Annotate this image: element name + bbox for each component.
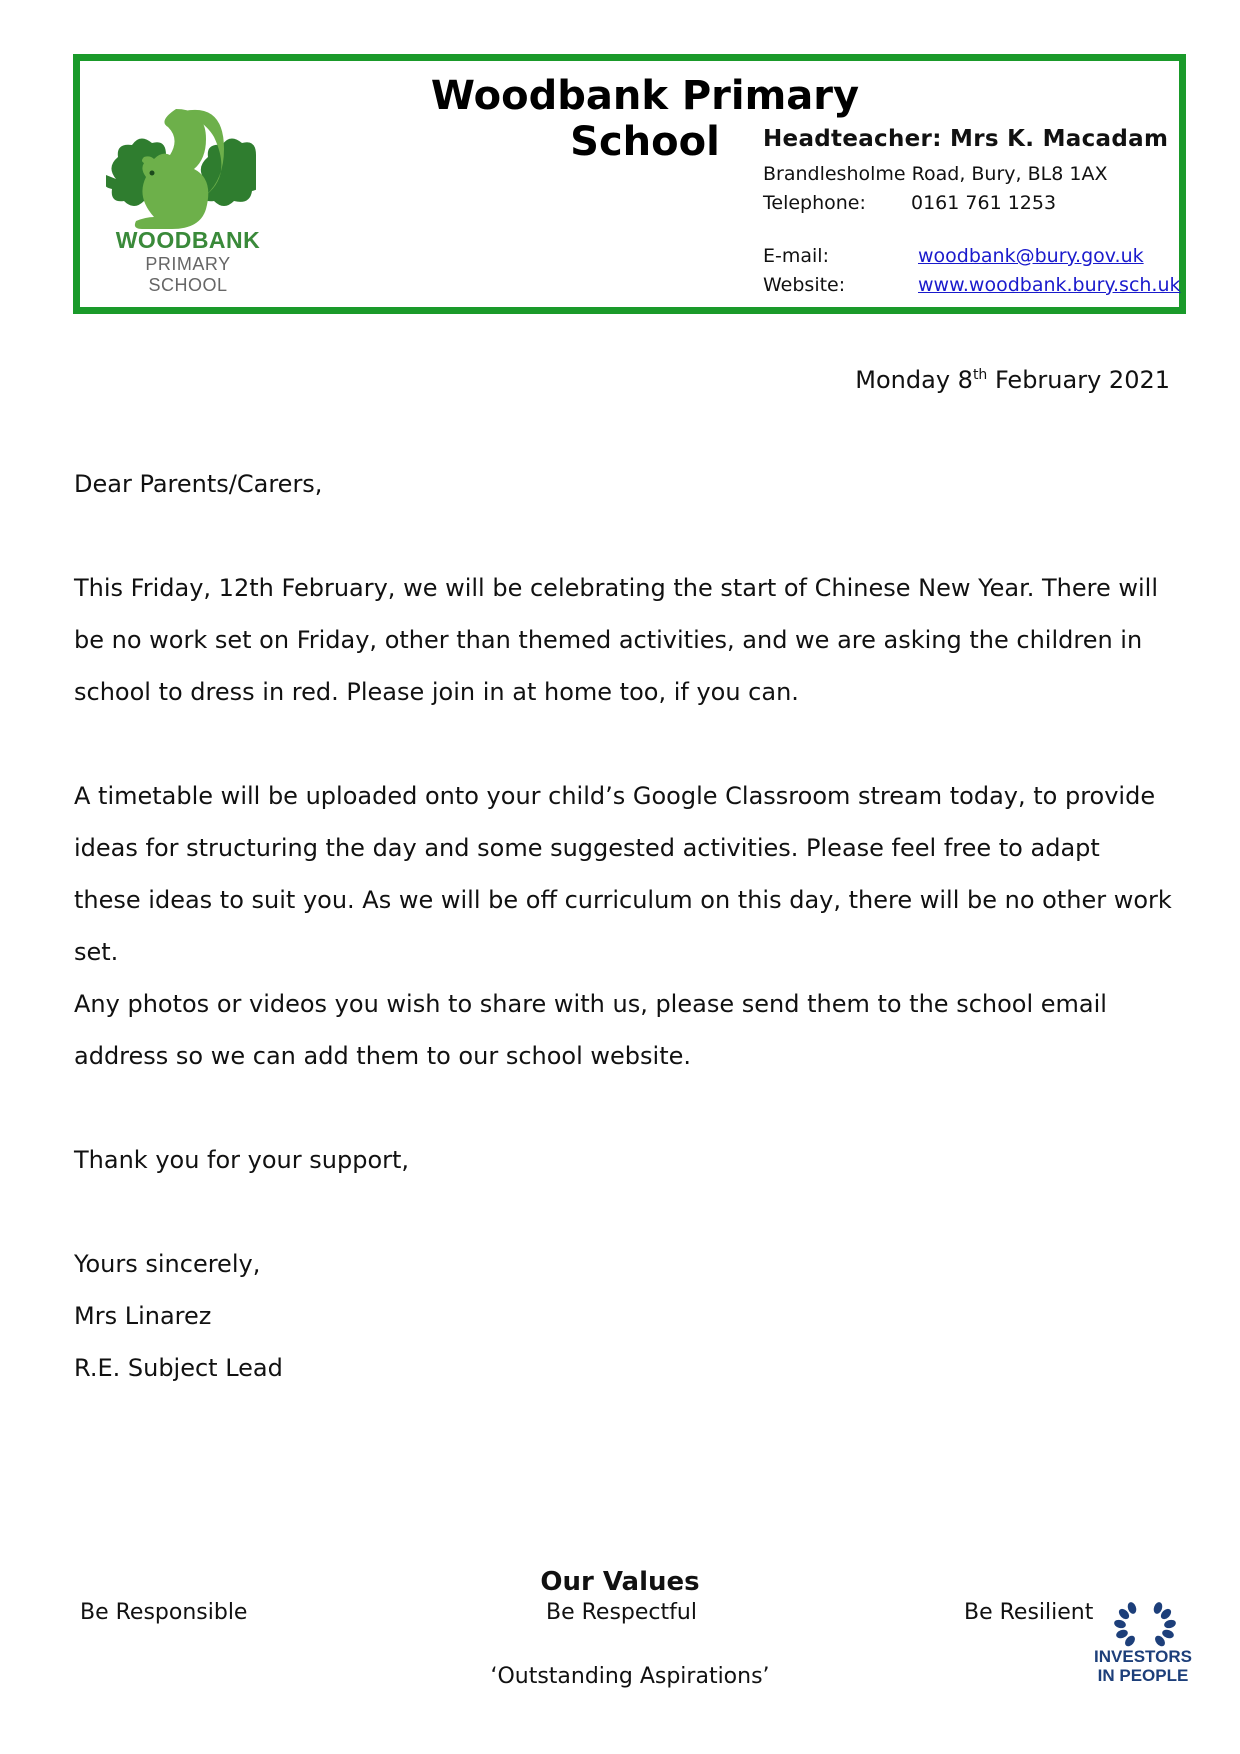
logo-text-woodbank: WOODBANK (115, 227, 261, 253)
iip-line1: INVESTORS (1094, 1647, 1192, 1666)
address: Brandlesholme Road, Bury, BL8 1AX (763, 163, 1108, 185)
headteacher: Headteacher: Mrs K. Macadam (763, 126, 1169, 152)
email-link[interactable]: woodbank@bury.gov.uk (918, 245, 1144, 267)
letter-date (855, 366, 1170, 394)
date-day: Monday 8 (855, 366, 973, 394)
email-row (763, 242, 1178, 271)
date-suffix: th (972, 367, 988, 383)
paragraph-1: This Friday, 12th February, we will be celebrating the start of Chinese New Year. There will be no work set on Friday, other than themed activities, and we are asking the children in school to dress in red. Please join in at home too, if you can. (74, 574, 1158, 706)
signer-name: Mrs Linarez (74, 1302, 212, 1330)
date-rest: February 2021 (987, 366, 1170, 394)
school-name: Woodbank Primary School (430, 73, 860, 165)
value-responsible: Be Responsible (80, 1600, 248, 1625)
website-link[interactable]: www.woodbank.bury.sch.uk (918, 274, 1181, 296)
closing: Yours sincerely, (74, 1250, 261, 1278)
telephone-label: Telephone: (763, 192, 866, 214)
value-respectful: Be Respectful (546, 1600, 697, 1625)
iip-line2: IN PEOPLE (1097, 1666, 1189, 1685)
website-row (763, 271, 1181, 300)
value-resilient: Be Resilient (964, 1600, 1094, 1625)
paragraph-2: A timetable will be uploaded onto your child’s Google Classroom stream today, to provide ideas for structuring the day and some suggested activities. Please feel free to adapt these ideas to suit you. As we will be off curriculum on this day, there will be no other work set. (74, 782, 1172, 966)
logo-text-primary-school: PRIMARY SCHOOL (145, 254, 231, 295)
signer-role: R.E. Subject Lead (74, 1354, 283, 1382)
tagline: ‘Outstanding Aspirations’ (490, 1664, 770, 1689)
website-label: Website: (763, 274, 846, 296)
email-label: E-mail: (763, 245, 829, 267)
letterhead (73, 54, 1186, 314)
values-title: Our Values (540, 1567, 700, 1597)
paragraph-3: Any photos or videos you wish to share with us, please send them to the school email address so we can add them to our school website. (74, 990, 1107, 1070)
thanks-line: Thank you for your support, (74, 1146, 410, 1174)
salutation: Dear Parents/Carers, (74, 470, 323, 498)
telephone-row (763, 189, 1178, 218)
telephone-value: 0161 761 1253 (911, 192, 1057, 214)
contact-block (763, 126, 1181, 300)
